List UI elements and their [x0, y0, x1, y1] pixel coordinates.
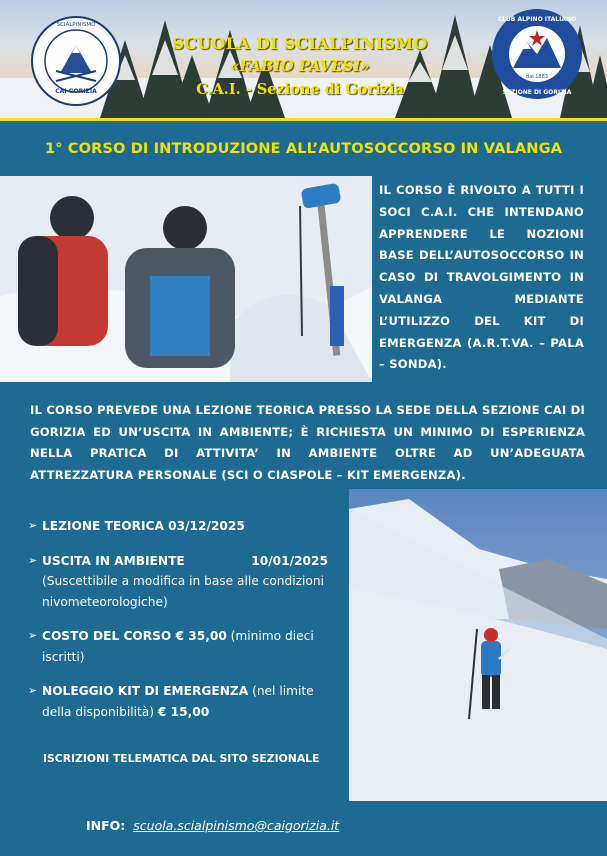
- intro-text: IL CORSO È RIVOLTO A TUTTI I SOCI C.A.I. CHE INTENDANO APPRENDERE LE NOZIONI BASE DELL’AUTOSOCCORSO IN CASO DI TRAVOLGIMENTO IN VALANGA MEDIANTE L’UTILIZZO DEL KIT DI EMERGENZA (A.R.T.VA. – PALA – SONDA).: [379, 183, 584, 372]
- outing-note: (Suscettibile a modifica in base alle condizioni nivometeorologiche): [42, 574, 324, 609]
- course-details-list: [28, 516, 328, 736]
- rental-price: € 15,00: [157, 704, 210, 719]
- rental-note: (nel limite della disponibilità): [42, 684, 314, 719]
- info-line: [86, 818, 339, 833]
- cai-gorizia-logo: [491, 8, 583, 100]
- skier-probing-photo: [349, 489, 607, 801]
- course-description: IL CORSO PREVEDE UNA LEZIONE TEORICA PRESSO LA SEDE DELLA SEZIONE CAI DI GORIZIA ED UN’USCITA IN AMBIENTE; È RICHIESTA UN MINIMO DI ESPERIENZA NELLA PRATICA DI ATTIVITA’ IN AMBIENTE OLTRE AD UN’ADEGUATA ATTREZZATURA PERSONALE (SCI O CIASPOLE – KIT EMERGENZA).: [30, 403, 585, 482]
- arrow-bullet-icon: ➢: [28, 553, 38, 567]
- outing-label: USCITA IN AMBIENTE: [42, 553, 185, 568]
- arrow-bullet-icon: ➢: [28, 629, 38, 642]
- outing-date: 10/01/2025: [251, 553, 328, 568]
- cost-note: (minimo dieci iscritti): [42, 629, 314, 664]
- svg-text:SEZIONE DI GORIZIA: SEZIONE DI GORIZIA: [502, 89, 572, 96]
- course-title: 1° CORSO DI INTRODUZIONE ALL’AUTOSOCCORSO IN VALANGA: [44, 140, 563, 157]
- arrow-bullet-icon: ➢: [28, 519, 38, 532]
- svg-text:dal 1883: dal 1883: [526, 74, 548, 80]
- cost-label: COSTO DEL CORSO € 35,00: [42, 629, 227, 643]
- rental-label: NOLEGGIO KIT DI EMERGENZA: [42, 684, 249, 698]
- header-banner: [0, 0, 607, 121]
- svg-text:CLUB ALPINO ITALIANO: CLUB ALPINO ITALIANO: [497, 16, 577, 23]
- registration-note: ISCRIZIONI TELEMATICA DAL SITO SEZIONALE: [43, 752, 320, 765]
- school-title: [150, 34, 450, 98]
- list-item-rental: [28, 681, 328, 722]
- school-name: SCUOLA DI SCIALPINISMO: [172, 34, 428, 53]
- school-dedication: «FABIO PAVESI»: [230, 57, 370, 75]
- info-email-link[interactable]: scuola.scialpinismo@caigorizia.it: [133, 818, 340, 833]
- arrow-bullet-icon: ➢: [28, 684, 38, 697]
- ski-school-logo: [30, 15, 122, 107]
- rescuers-digging-photo: [0, 176, 372, 382]
- school-section: C.A.I. - Sezione di Gorizia: [196, 81, 404, 98]
- info-label: INFO:: [86, 818, 126, 833]
- svg-text:SCIALPINISMO: SCIALPINISMO: [56, 22, 96, 28]
- list-item-theory: ➢ LEZIONE TEORICA 03/12/2025: [28, 516, 328, 537]
- svg-text:CAI GORIZIA: CAI GORIZIA: [55, 88, 97, 95]
- list-item-cost: [28, 626, 328, 667]
- list-item-outing: [28, 551, 328, 613]
